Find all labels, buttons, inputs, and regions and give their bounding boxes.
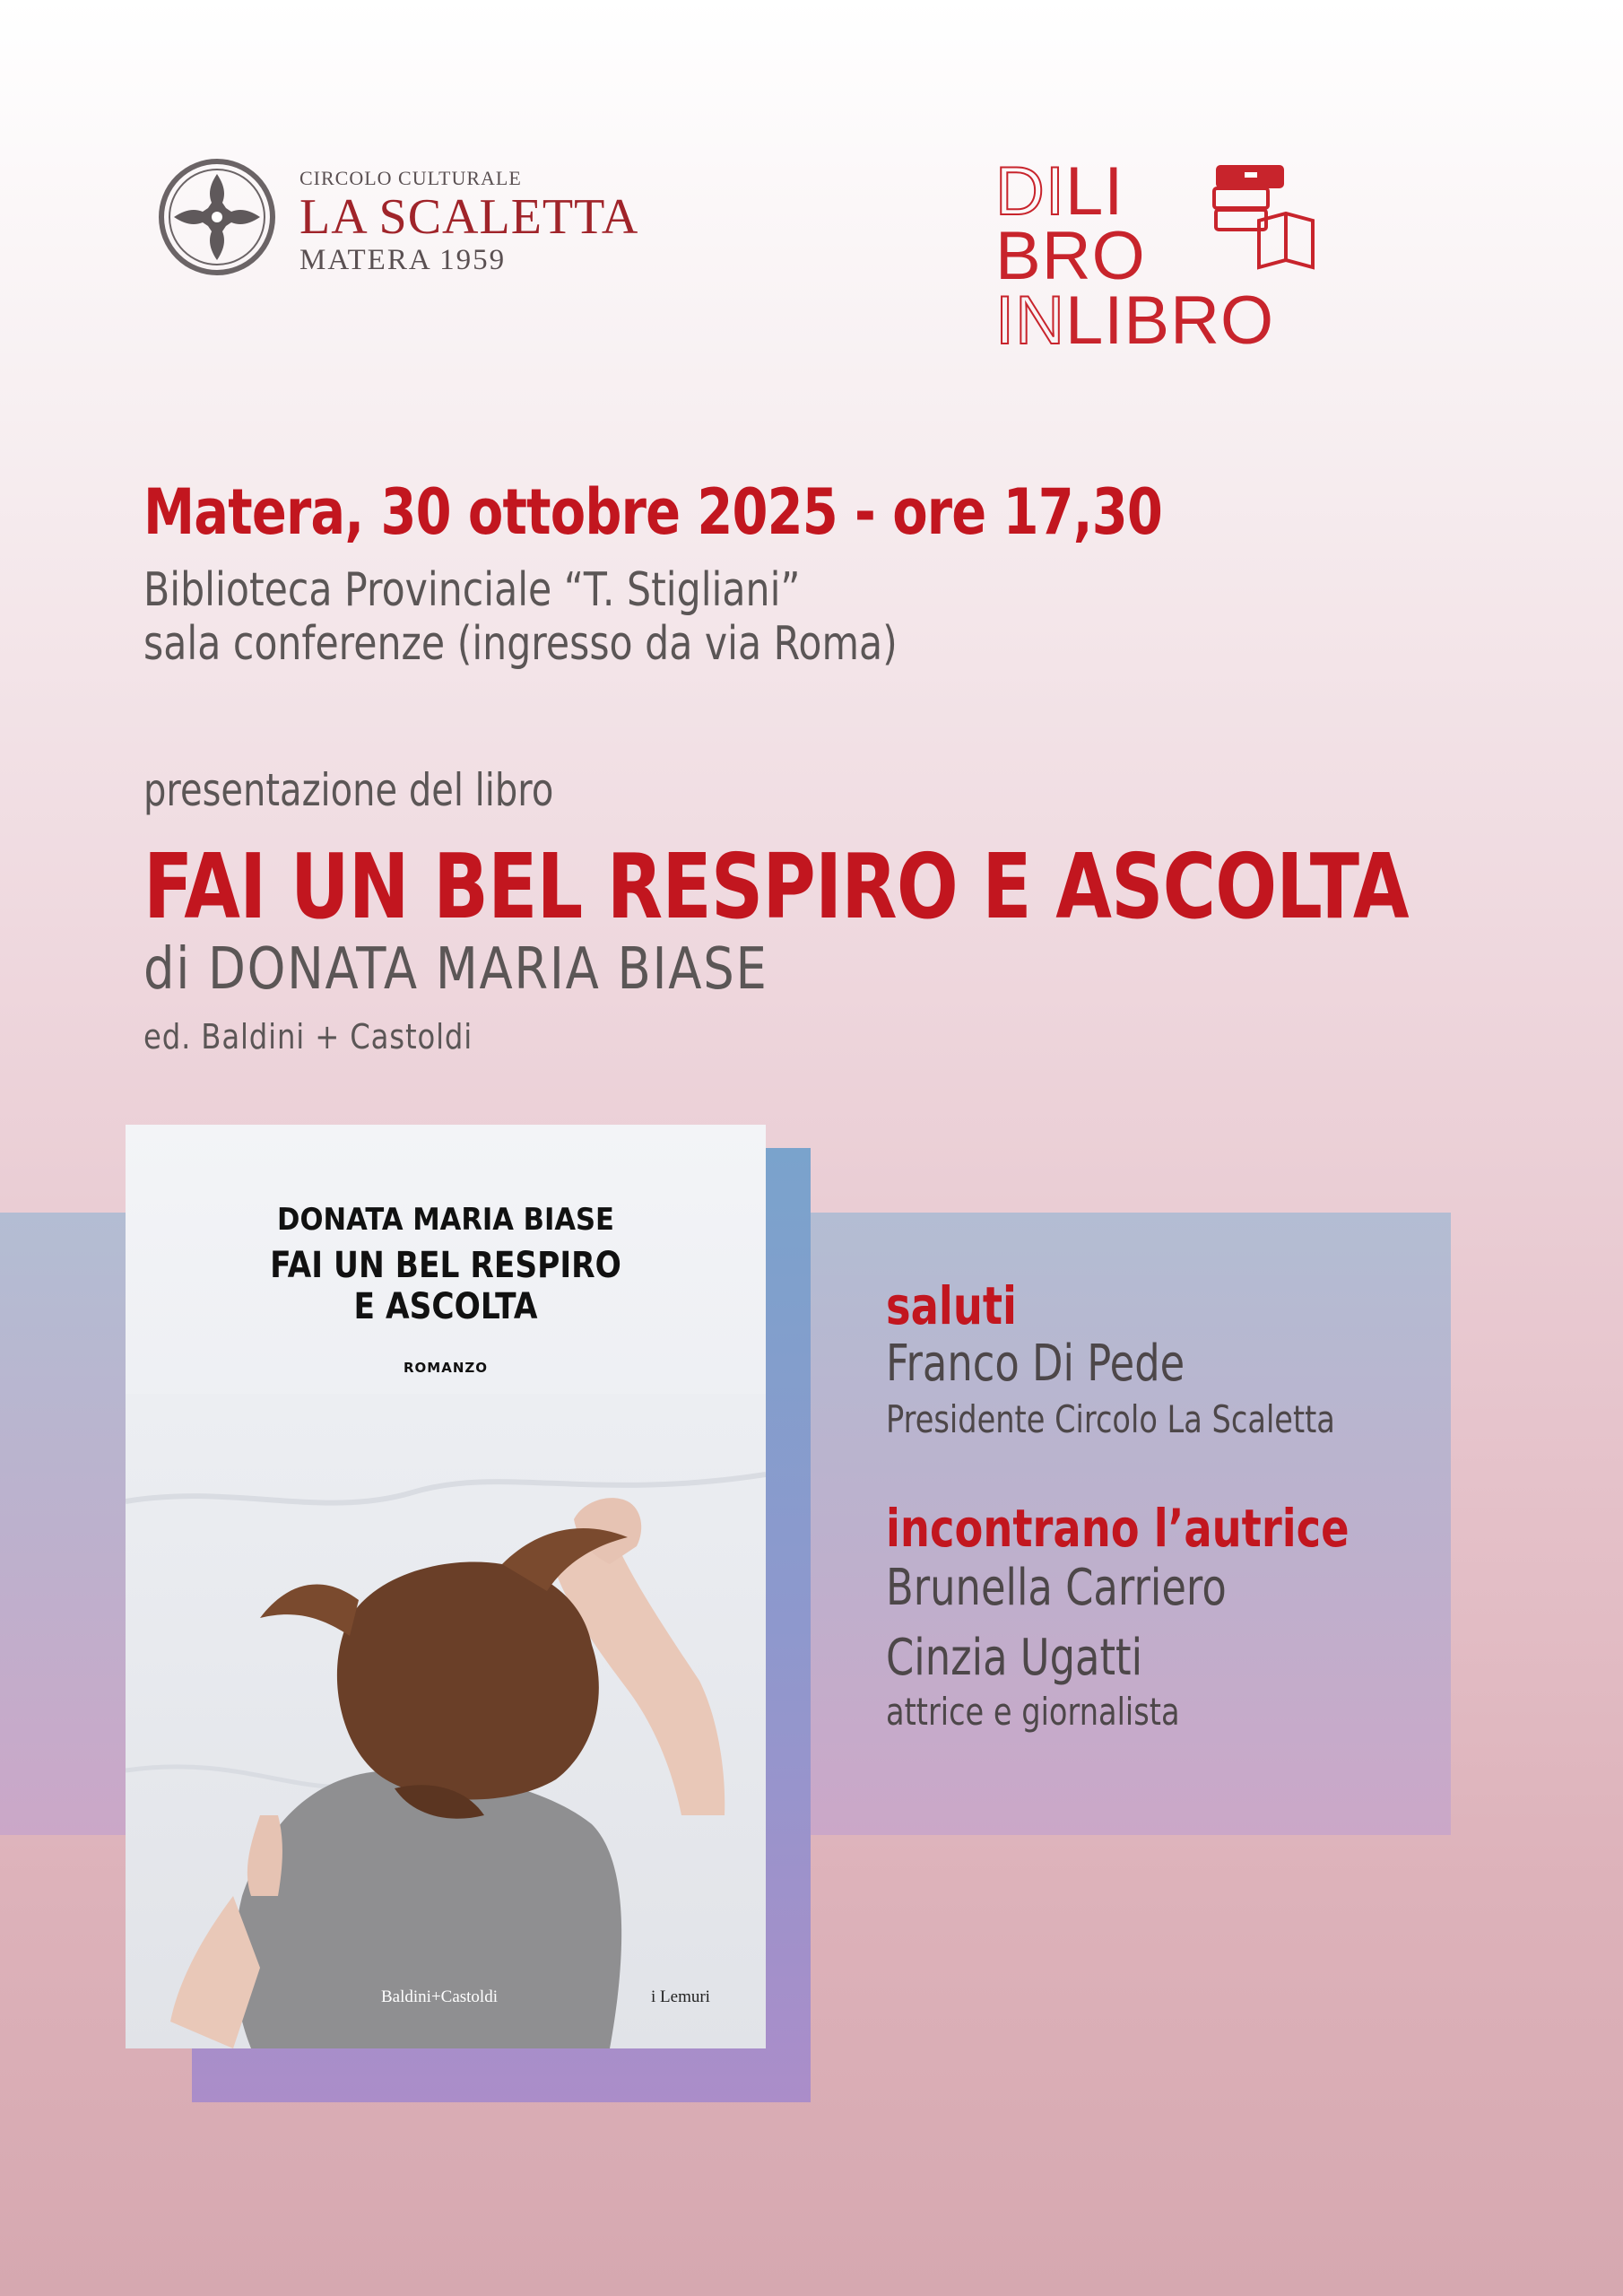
venue-room: sala conferenze (ingresso da via Roma) xyxy=(143,617,898,671)
logo-city-text: MATERA 1959 xyxy=(299,244,507,276)
logo-row-1-bold: LI xyxy=(1065,153,1124,230)
book-title: FAI UN BEL RESPIRO E ASCOLTA xyxy=(143,834,1409,939)
meet-speaker-2-role: attrice e giornalista xyxy=(886,1690,1180,1734)
event-date-time: Matera, 30 ottobre 2025 - ore 17,30 xyxy=(143,475,1163,549)
logo-row-2: BRO xyxy=(995,218,1146,294)
cover-title-line-1: FAI UN BEL RESPIRO xyxy=(270,1245,621,1286)
book-author: di DONATA MARIA BIASE xyxy=(143,936,768,1003)
logo-row-3-bold: LIBRO xyxy=(1065,283,1275,359)
cover-title-line-2: E ASCOLTA xyxy=(353,1286,538,1327)
cover-series: i Lemuri xyxy=(651,1987,710,2006)
cross-emblem-icon xyxy=(158,158,276,276)
meet-speaker-1-name: Brunella Carriero xyxy=(886,1559,1227,1617)
books-icon xyxy=(1211,161,1318,278)
venue-name: Biblioteca Provinciale “T. Stigliani” xyxy=(143,563,801,617)
logo-row-1-thin: DI xyxy=(995,153,1065,230)
logo-row-1 xyxy=(995,153,1124,230)
la-scaletta-logo xyxy=(158,158,660,283)
di-libro-in-libro-logo xyxy=(995,153,1318,359)
greetings-speaker-name: Franco Di Pede xyxy=(886,1335,1185,1393)
logo-row-3-thin: IN xyxy=(995,283,1065,359)
greetings-speaker-role: Presidente Circolo La Scaletta xyxy=(886,1397,1335,1441)
cover-photo-woman-on-sheets xyxy=(126,1394,766,2048)
meet-author-heading: incontrano l’autrice xyxy=(886,1498,1350,1559)
logo-name-text: LA SCALETTA xyxy=(299,189,639,245)
book-publisher: ed. Baldini + Castoldi xyxy=(143,1017,473,1057)
presentation-intro: presentazione del libro xyxy=(143,764,554,816)
cover-publisher: Baldini+Castoldi xyxy=(381,1987,498,2006)
logo-circolo-text: CIRCOLO CULTURALE xyxy=(299,167,522,189)
meet-speaker-2-name: Cinzia Ugatti xyxy=(886,1629,1143,1687)
logo-row-3 xyxy=(995,283,1275,359)
greetings-heading: saluti xyxy=(886,1275,1017,1336)
book-cover xyxy=(126,1125,766,2048)
cover-genre: ROMANZO xyxy=(403,1360,489,1376)
cover-author: DONATA MARIA BIASE xyxy=(277,1202,614,1238)
